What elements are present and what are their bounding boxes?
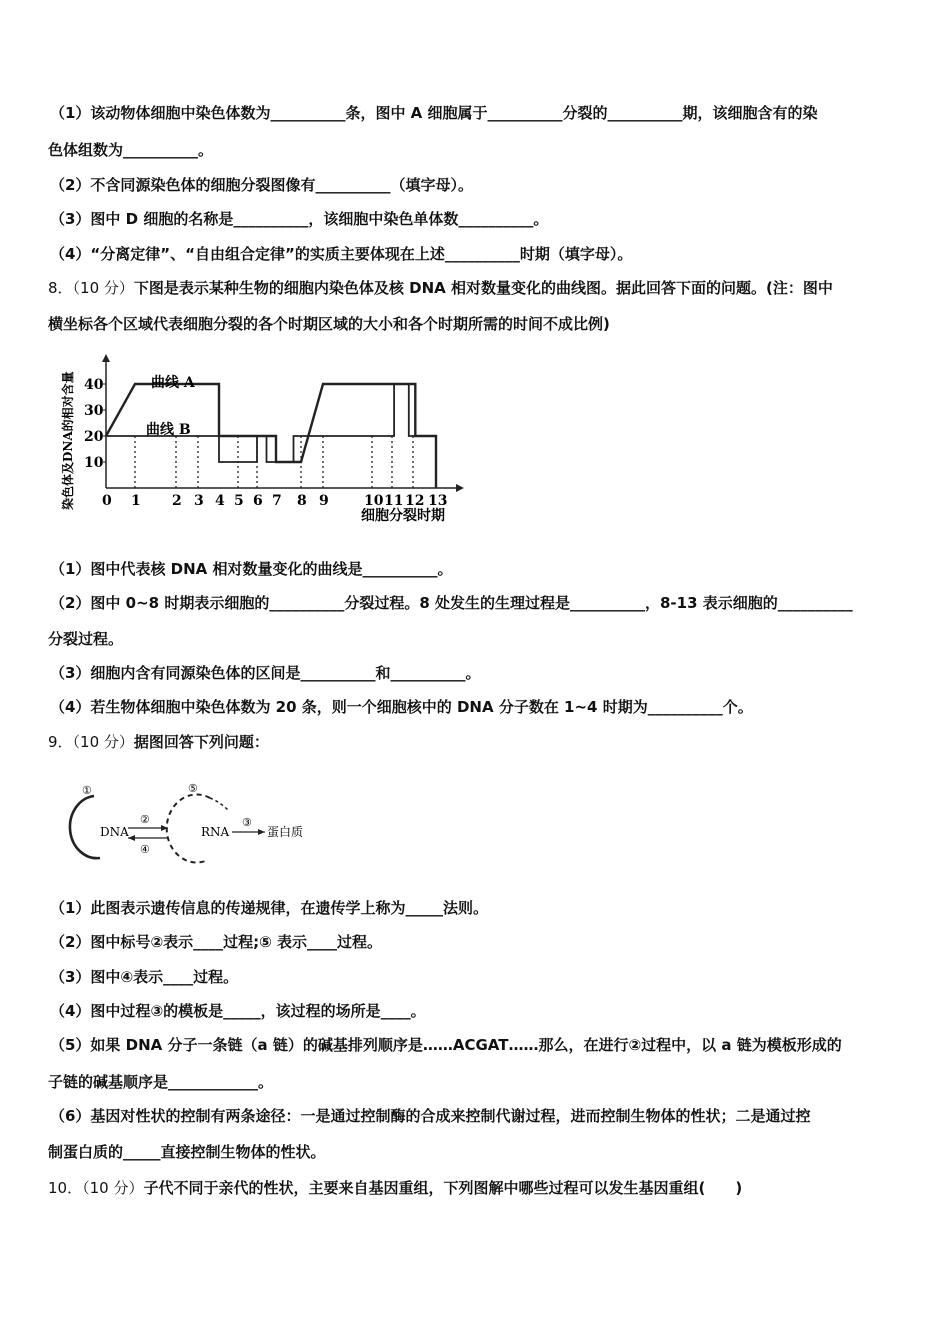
x-tick-label: 4 — [215, 493, 225, 509]
y-tick-label: 40 — [84, 377, 104, 393]
y-axis-title: 染色体及DNA的相对含量 — [61, 371, 75, 510]
q8-item-3: （3）细胞内含有同源染色体的区间是__________和__________。 — [50, 664, 481, 682]
dna-chromosome-chart — [56, 350, 476, 530]
x-axis-title: 细胞分裂时期 — [361, 508, 445, 524]
x-tick-label: 6 — [253, 493, 263, 509]
q10-number: 10． — [48, 1179, 83, 1197]
q8-stem — [48, 277, 833, 298]
y-tick-label: 10 — [84, 455, 104, 471]
x-tick-label: 7 — [272, 493, 282, 509]
protein-label: 蛋白质 — [267, 825, 304, 839]
q9-item-5-cont: 子链的碱基顺序是____________。 — [48, 1073, 274, 1091]
q7-item-3: （3）图中 D 细胞的名称是__________，该细胞中染色单体数__________。 — [50, 210, 549, 228]
y-tick-label: 20 — [84, 429, 104, 445]
q9-item-4: （4）图中过程③的模板是_____，该过程的场所是____。 — [50, 1002, 426, 1020]
x-axis-arrowhead — [456, 484, 464, 492]
y-axis-arrowhead — [102, 354, 110, 362]
reverse-transcription-arrowhead — [128, 835, 135, 841]
q7-item-1: （1）该动物体细胞中染色体数为__________条，图中 A 细胞属于__________分裂的__________期，该细胞含有的染 — [50, 104, 818, 122]
dna-label: DNA — [100, 825, 129, 839]
x-tick-label: 5 — [234, 493, 244, 509]
central-dogma-diagram — [60, 780, 320, 870]
q10-stem — [48, 1177, 742, 1198]
q8-number: 8． — [48, 279, 73, 297]
q9-item-2: （2）图中标号②表示____过程;⑤ 表示____过程。 — [50, 933, 383, 951]
x-tick-label: 11 — [384, 493, 404, 509]
q9-item-5: （5）如果 DNA 分子一条链（a 链）的碱基排列顺序是……ACGAT……那么，在进行②过程中，以 a 链为模板形成的 — [50, 1036, 842, 1054]
series-label-b: 曲线 B — [146, 422, 191, 438]
translation-arrowhead — [258, 829, 265, 835]
x-tick-label: 12 — [405, 493, 425, 509]
label-3: ③ — [242, 816, 252, 829]
q9-item-3: （3）图中④表示____过程。 — [50, 968, 239, 986]
x-tick-label: 10 — [364, 493, 384, 509]
x-tick-label: 1 — [131, 493, 141, 509]
q10-score: （10 分） — [82, 1179, 144, 1197]
q7-item-2: （2）不含同源染色体的细胞分裂图像有__________（填字母）。 — [50, 176, 473, 194]
x-tick-label: 9 — [319, 493, 329, 509]
rna-loop-tail — [210, 798, 228, 810]
q9-item-6-cont: 制蛋白质的_____直接控制生物体的性状。 — [48, 1143, 326, 1161]
q8-item-1: （1）图中代表核 DNA 相对数量变化的曲线是__________。 — [50, 560, 453, 578]
q9-stem — [48, 731, 269, 752]
q9-score: （10 分） — [72, 733, 134, 751]
y-tick-label: 30 — [84, 403, 104, 419]
q9-number: 9． — [48, 733, 73, 751]
chart-svg — [56, 350, 476, 530]
q8-item-2: （2）图中 0~8 时期表示细胞的__________分裂过程。8 处发生的生理过程是__________，8-13 表示细胞的__________ — [50, 594, 853, 612]
label-4: ④ — [140, 843, 150, 856]
rna-label: RNA — [201, 825, 230, 839]
series-label-a: 曲线 A — [151, 375, 195, 391]
q8-stem-text: 下图是表示某种生物的细胞内染色体及核 DNA 相对数量变化的曲线图。据此回答下面的问题。(注：图中 — [133, 279, 833, 297]
q8-item-4: （4）若生物体细胞中染色体数为 20 条，则一个细胞核中的 DNA 分子数在 1~4 时期为__________个。 — [50, 698, 753, 716]
q7-item-4: （4）“分离定律”、“自由组合定律”的实质主要体现在上述__________时期（填字母）。 — [50, 245, 633, 263]
x-tick-label: 8 — [297, 493, 307, 509]
label-1: ① — [82, 784, 92, 797]
q9-item-6: （6）基因对性状的控制有两条途径：一是通过控制酶的合成来控制代谢过程，进而控制生物体的性状；二是通过控 — [50, 1107, 811, 1125]
q8-score: （10 分） — [72, 279, 134, 297]
q8-item-2-cont: 分裂过程。 — [48, 630, 124, 648]
q10-stem-text: 子代不同于亲代的性状，主要来自基因重组，下列图解中哪些过程可以发生基因重组( ) — [143, 1179, 743, 1197]
q7-item-1-cont: 色体组数为__________。 — [48, 141, 214, 159]
q9-item-1: （1）此图表示遗传信息的传递规律，在遗传学上称为_____法则。 — [50, 899, 488, 917]
x-tick-label: 0 — [102, 493, 112, 509]
label-5: ⑤ — [188, 782, 198, 795]
x-tick-label: 3 — [194, 493, 204, 509]
x-tick-label: 13 — [428, 493, 448, 509]
q8-stem-cont: 横坐标各个区域代表细胞分裂的各个时期区域的大小和各个时期所需的时间不成比例) — [48, 315, 610, 333]
x-tick-label: 2 — [172, 493, 182, 509]
central-dogma-svg — [60, 780, 320, 870]
replication-loop — [70, 796, 100, 858]
label-2: ② — [140, 813, 150, 826]
q9-stem-text: 据图回答下列问题： — [133, 733, 269, 751]
